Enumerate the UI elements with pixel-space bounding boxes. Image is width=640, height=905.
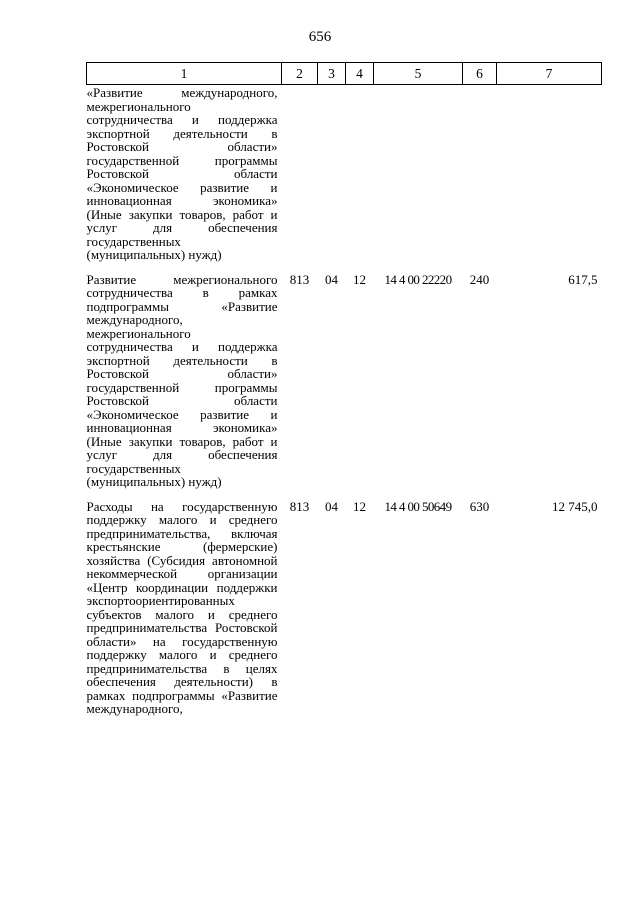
row-amount: 12 745,0 bbox=[552, 498, 598, 514]
row-target-article: 14 4 00 22220 bbox=[384, 271, 452, 287]
column-header-5: 5 bbox=[374, 63, 463, 85]
table-header-row bbox=[87, 63, 602, 85]
row-subsection-code: 12 bbox=[353, 271, 366, 287]
column-header-7: 7 bbox=[497, 63, 602, 85]
column-header-2: 2 bbox=[282, 63, 318, 85]
row-spacer bbox=[87, 489, 602, 500]
row-amount: 617,5 bbox=[568, 271, 598, 287]
row-target-article bbox=[374, 85, 463, 262]
row-description: «Развитие международного, межрегионального сотрудничества и поддержка экспортной деятельности в Ростовской области» государственной программы Ростовской области «Экономическое развитие и инновационная экономика» (Иные закупки товаров, работ и услуг для обеспечения государственных (муниципальных) нужд) bbox=[86, 85, 278, 262]
budget-table bbox=[86, 62, 602, 716]
row-target-article: 14 4 00 50649 bbox=[384, 498, 452, 514]
row-section-code: 04 bbox=[325, 271, 338, 287]
row-subsection-code: 12 bbox=[353, 498, 366, 514]
row-ministry-code: 813 bbox=[289, 271, 310, 287]
row-ministry-code bbox=[282, 85, 318, 262]
table-row bbox=[87, 273, 602, 489]
row-expense-type: 240 bbox=[469, 271, 490, 287]
row-expense-type bbox=[463, 85, 497, 262]
column-header-6: 6 bbox=[463, 63, 497, 85]
row-subsection-code bbox=[346, 85, 374, 262]
table-row bbox=[87, 500, 602, 716]
row-section-code: 04 bbox=[325, 498, 338, 514]
column-header-3: 3 bbox=[318, 63, 346, 85]
row-section-code bbox=[318, 85, 346, 262]
row-expense-type: 630 bbox=[469, 498, 490, 514]
row-spacer bbox=[87, 262, 602, 273]
page-number: 656 bbox=[308, 29, 332, 45]
row-ministry-code: 813 bbox=[289, 498, 310, 514]
table-row bbox=[87, 85, 602, 262]
column-header-1: 1 bbox=[87, 63, 282, 85]
row-description: Расходы на государственную поддержку малого и среднего предпринимательства, включая крестьянские (фермерские) хозяйства (Субсидия автономной некоммерческой организации «Центр координации поддержки экспортоориентированных субъектов малого и среднего предпринимательства Ростовской области» на государственную поддержку малого и среднего предпринимательства в целях обеспечения деятельности) в рамках подпрограммы «Развитие международного, bbox=[86, 498, 278, 716]
row-description: Развитие межрегионального сотрудничества в рамках подпрограммы «Развитие международного, межрегионального сотрудничества и поддержка экспортной деятельности в Ростовской области» государственной программы Ростовской области «Экономическое развитие и инновационная экономика» (Иные закупки товаров, работ и услуг для обеспечения государственных (муниципальных) нужд) bbox=[86, 271, 278, 489]
row-amount bbox=[497, 85, 602, 262]
column-header-4: 4 bbox=[346, 63, 374, 85]
